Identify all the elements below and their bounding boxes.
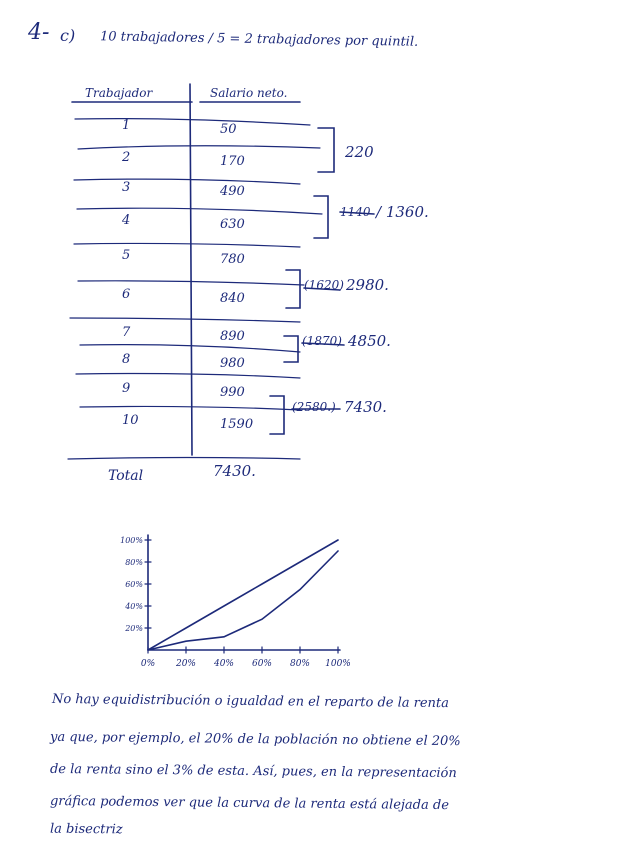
bracket-struck-2: 1140 [340,205,371,219]
strike-marks [292,212,374,409]
x-tick-label: 40% [213,659,235,669]
exercise-number: 4- [28,20,50,45]
salary-cell-5: 780 [220,252,245,267]
salary-cell-3: 490 [220,184,245,199]
x-tick-label: 80% [289,659,311,669]
worker-cell-6: 6 [122,287,131,302]
paragraph-line-4: gráfica podemos ver que la curva de la renta está alejada de [49,793,450,814]
salary-cell-10: 1590 [220,417,254,432]
y-tick-label: 60% [125,580,143,589]
equality-line [148,540,338,650]
bracket-value-5: 7430. [344,398,387,416]
heading-text: 10 trabajadores / 5 = 2 trabajadores por quintil. [99,29,419,50]
bracket-value-2: / 1360. [376,203,429,221]
worker-cell-1: 1 [122,118,131,133]
bracket-value-4: 4850. [348,332,391,350]
paragraph-line-5: la bisectriz [49,821,123,838]
total-label: Total [108,468,144,484]
x-tick-label: 60% [251,659,273,669]
salary-cell-7: 890 [220,329,245,344]
salary-cell-9: 990 [220,385,245,400]
worker-cell-2: 2 [122,150,131,165]
worker-cell-9: 9 [122,381,131,396]
salary-cell-1: 50 [220,122,237,137]
salary-cell-4: 630 [220,217,245,232]
lorenz-curve [148,551,338,650]
worker-cell-4: 4 [122,213,131,228]
paragraph-line-2: ya que, por ejemplo, el 20% de la población no obtiene el 20% [49,729,461,750]
worker-cell-7: 7 [122,325,131,340]
col-header-worker: Trabajador [85,86,153,100]
worker-cell-10: 10 [122,413,139,428]
lorenz-curve-chart [120,535,351,669]
paragraph-line-1: No hay equidistribución o igualdad en el reparto de la renta [51,691,450,712]
total-value: 7430. [213,462,256,480]
exercise-letter: c) [60,26,76,45]
y-tick-label: 40% [125,602,143,611]
bracket-struck-4: (1870) [302,334,342,348]
bracket-struck-3: (1620) [304,278,344,292]
x-tick-label: 100% [325,659,351,669]
y-tick-label: 20% [125,624,143,633]
bracket-value-3: 2980. [346,276,389,294]
bracket-value-1: 220 [345,143,374,161]
paragraph-line-3: de la renta sino el 3% de esta. Así, pues, en la representación [49,761,457,782]
y-tick-label: 80% [125,558,143,567]
salary-cell-8: 980 [220,356,245,371]
bracket-struck-5: (2580.) [292,400,336,414]
col-header-salary: Salario neto. [210,86,288,100]
worker-cell-8: 8 [122,352,131,367]
worker-cell-5: 5 [122,248,131,263]
salary-cell-2: 170 [220,154,245,169]
x-tick-label: 0% [140,659,156,669]
worker-cell-3: 3 [122,180,131,195]
salary-cell-6: 840 [220,291,245,306]
x-tick-label: 20% [175,659,197,669]
y-tick-label: 100% [120,536,143,545]
